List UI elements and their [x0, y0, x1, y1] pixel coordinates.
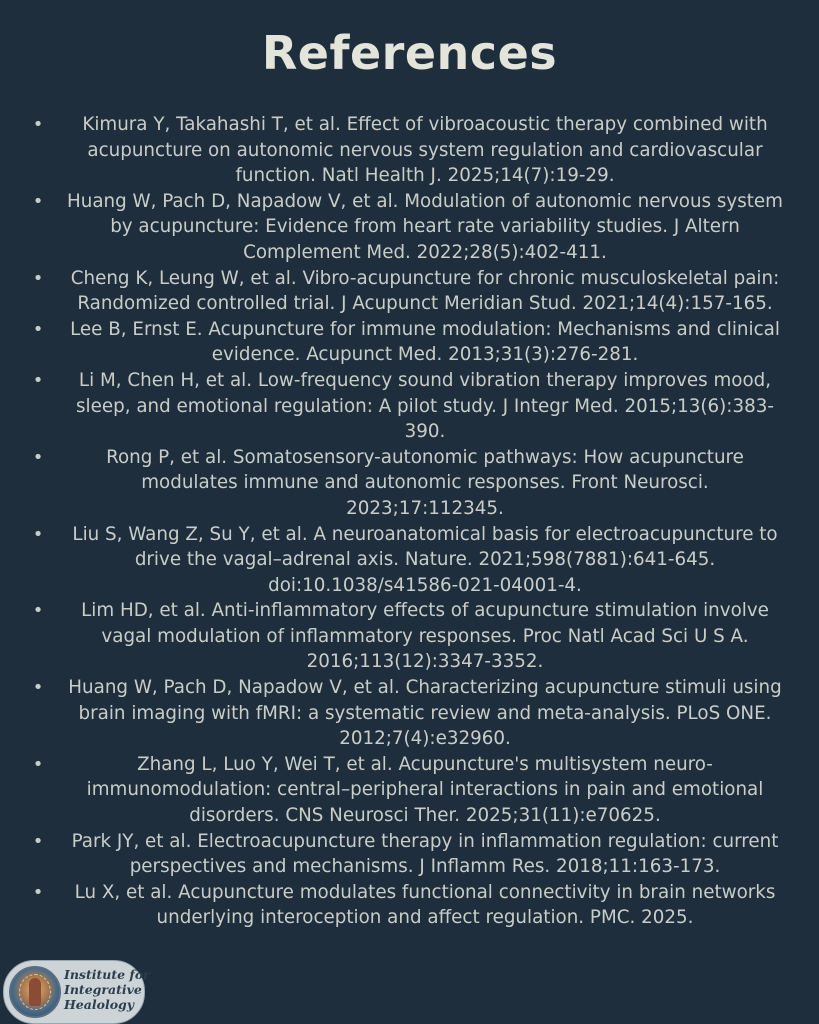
reference-text: Park JY, et al. Electroacupuncture therapy in inflammation regulation: current perspectives and mechanisms. J Inflamm Res. 2018;11:163-173. — [71, 830, 779, 878]
reference-list — [28, 112, 788, 931]
bullet-icon: • — [32, 369, 44, 391]
bullet-icon: • — [32, 830, 44, 852]
reference-item — [28, 112, 788, 189]
reference-item — [28, 598, 788, 675]
reference-item — [28, 829, 788, 880]
logo-line: Integrative — [64, 982, 142, 997]
reference-item — [28, 880, 788, 931]
bullet-icon: • — [32, 600, 44, 622]
reference-text: Zhang L, Luo Y, Wei T, et al. Acupuncture's multisystem neuro-immunomodulation: central–peripheral interactions in pain and emotional disorders. CNS Neurosci Ther. 2025;31(11):e70625. — [86, 753, 764, 827]
reference-text: Lim HD, et al. Anti-inflammatory effects of acupuncture stimulation involve vagal modulation of inflammatory responses. Proc Natl Acad Sci U S A. 2016;113(12):3347-3352. — [81, 600, 769, 673]
bullet-icon: • — [32, 446, 44, 468]
reference-text: Lee B, Ernst E. Acupuncture for immune modulation: Mechanisms and clinical evidence. Acupunct Med. 2013;31(3):276-281. — [70, 318, 780, 366]
reference-item — [28, 752, 788, 829]
reference-text: Rong P, et al. Somatosensory-autonomic pathways: How acupuncture modulates immune and autonomic responses. Front Neurosci. 2023;17:112345. — [106, 446, 744, 519]
bullet-icon: • — [32, 114, 44, 135]
logo-line: Institute for — [64, 967, 150, 982]
bullet-icon: • — [32, 190, 44, 212]
reference-item — [28, 189, 788, 266]
reference-item — [28, 522, 788, 599]
reference-item — [28, 368, 788, 445]
bullet-icon: • — [32, 523, 44, 545]
reference-text: Kimura Y, Takahashi T, et al. Effect of vibroacoustic therapy combined with acupuncture on autonomic nervous system regulation and cardiovascular function. Natl Health J. 2025;14(7):19-29. — [82, 114, 768, 187]
reference-item — [28, 675, 788, 752]
reference-item — [28, 266, 788, 317]
bullet-icon: • — [32, 318, 44, 340]
bullet-icon: • — [32, 677, 44, 699]
reference-text: Huang W, Pach D, Napadow V, et al. Characterizing acupuncture stimuli using brain imaging with fMRI: a systematic review and meta-analysis. PLoS ONE. 2012;7(4):e32960. — [68, 677, 782, 750]
logo-wordmark — [64, 967, 150, 1012]
reference-text: Cheng K, Leung W, et al. Vibro-acupuncture for chronic musculoskeletal pain: Randomized controlled trial. J Acupunct Meridian Stud. 2021;14(4):157-165. — [70, 267, 780, 315]
logo-line: Healology — [64, 997, 135, 1012]
page-title: References — [261, 26, 558, 80]
bullet-icon: • — [32, 267, 44, 289]
reference-text: Lu X, et al. Acupuncture modulates functional connectivity in brain networks underlying interoception and affect regulation. PMC. 2025. — [74, 881, 776, 929]
reference-text: Li M, Chen H, et al. Low-frequency sound vibration therapy improves mood, sleep, and emotional regulation: A pilot study. J Integr Med. 2015;13(6):383-390. — [76, 369, 774, 443]
bullet-icon: • — [32, 753, 44, 775]
institute-logo — [3, 960, 150, 1024]
reference-text: Liu S, Wang Z, Su Y, et al. A neuroanatomical basis for electroacupuncture to drive the vagal–adrenal axis. Nature. 2021;598(7881):641-645. doi:10.1038/s41586-021-04001-4. — [72, 523, 778, 596]
bullet-icon: • — [32, 881, 44, 903]
reference-text: Huang W, Pach D, Napadow V, et al. Modulation of autonomic nervous system by acupuncture: Evidence from heart rate variability studies. J Altern Complement Med. 2022;28(5):402-411. — [66, 190, 783, 263]
logo-emblem-icon — [9, 966, 61, 1018]
reference-item — [28, 317, 788, 368]
reference-item — [28, 445, 788, 522]
